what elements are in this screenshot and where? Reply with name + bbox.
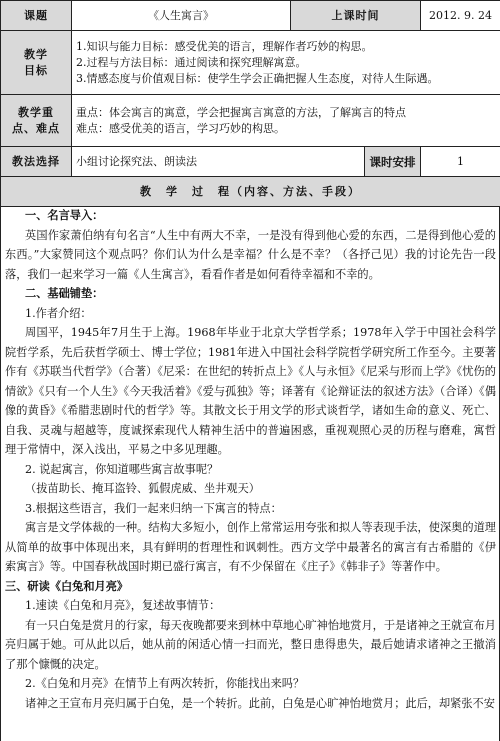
goal-values: 3.情感态度与价值观目标：使学生学会正确把握人生态度，对待人生际遇。 bbox=[76, 71, 439, 85]
paragraph: 3.根据这些语言，我们一起来归纳一下寓言的特点： bbox=[25, 501, 282, 515]
focus-cell bbox=[72, 95, 500, 147]
paragraph: 英国作家萧伯纳有句名言“人生中有两大不幸，一是没有得到他心爱的东西，二是得到他心爱的东西。”大家赞同这个观点吗？你们认为什么是幸福？什么是不幸？（各抒己见）我的讨论先告一段落，我们一起来学习一篇《人生寓言》，看看作者是如何看待幸福和不幸的。 bbox=[5, 228, 496, 281]
focus-label: 教学重 点、难点 bbox=[1, 95, 72, 147]
topic-value: 《人生寓言》 bbox=[72, 1, 291, 31]
goal-knowledge: 1.知识与能力目标：感受优美的语言，理解作者巧妙的构思。 bbox=[76, 39, 373, 53]
section-heading: 三、研读《白兔和月亮》 bbox=[5, 579, 129, 593]
lesson-info-table bbox=[0, 0, 500, 207]
goals-label: 教学 目标 bbox=[1, 31, 72, 95]
hours-value: 1 bbox=[421, 147, 500, 177]
key-point: 重点：体会寓言的寓意，学会把握寓言寓意的方法，了解寓言的特点 bbox=[76, 105, 406, 119]
paragraph: 周国平，1945年7月生于上海。1968年毕业于北京大学哲学系；1978年入学于中国社会科学院哲学系，先后获哲学硕士、博士学位；1981年进入中国社会科学院哲学研究所工作至今。主要著作有《苏联当代哲学》（合著）《尼采：在世纪的转折点上》《人与永恒》《尼采与形而上学》《忧伤的情欲》《只有一个人生》《今天我活着》《爱与孤独》等；译著有《论辩证法的叙述方法》（合译）《偶像的黄昏》《希腊悲剧时代的哲学》等。其散文长于用文学的形式谈哲学，诸如生命的意义、死亡、自我、灵魂与超越等，度诚探索现代人精神生活中的普遍困惑，重视观照心灵的历程与磨难，寓哲理于常情中，深入浅出，平易之中多见理趣。 bbox=[5, 326, 496, 456]
class-time-value: 2012. 9. 24 bbox=[421, 1, 500, 31]
goals-cell bbox=[72, 31, 500, 95]
paragraph: 2. 说起寓言，你知道哪些寓言故事呢？ bbox=[25, 462, 219, 476]
paragraph: 寓言是文学体裁的一种。结构大多短小，创作上常常运用夸张和拟人等表现手法，使深奥的道理从简单的故事中体现出来，具有鲜明的哲理性和讽刺性。西方文学中最著名的寓言有古希腊的《伊索寓言》等。中国春秋战国时期已盛行寓言，有不少保留在《庄子》《韩非子》等著作中。 bbox=[5, 521, 496, 573]
paragraph: 1.速读《白兔和月亮》，复述故事情节： bbox=[25, 599, 221, 612]
process-title: 教 学 过 程（内容、方法、手段） bbox=[1, 177, 500, 207]
goal-process: 2.过程与方法目标：通过阅读和探究理解寓意。 bbox=[76, 55, 307, 69]
section-heading: 二、基础铺垫： bbox=[25, 287, 104, 300]
paragraph: （拔苗助长、掩耳盗铃、狐假虎威、坐井观天） bbox=[25, 482, 260, 495]
hours-label: 课时安排 bbox=[365, 147, 421, 177]
paragraph: 1.作者介绍： bbox=[25, 306, 92, 320]
section-heading: 一、名言导入： bbox=[25, 209, 104, 222]
paragraph: 诸神之王宣布月亮归属于白兔，是一个转折。此前，白兔是心旷神怡地赏月；此后，却紧张不安 bbox=[25, 696, 495, 710]
class-time-label: 上课时间 bbox=[291, 1, 421, 31]
topic-label: 课题 bbox=[1, 1, 72, 31]
method-value: 小组讨论探究法、朗读法 bbox=[72, 147, 365, 177]
paragraph: 有一只白兔是赏月的行家，每天夜晚都要来到林中草地心旷神怡地赏月，于是诸神之王就宣布月亮归属于她。可从此以后，她从前的闲适心情一扫而光，整日患得患失，最后她请求诸神之王撤消了那个慷慨的决定。 bbox=[5, 618, 496, 671]
paragraph: 2.《白兔和月亮》在情节上有两次转折，你能找出来吗？ bbox=[25, 677, 305, 690]
method-label: 教法选择 bbox=[1, 147, 72, 177]
process-content bbox=[0, 206, 500, 741]
difficult-point: 难点：感受优美的语言，学习巧妙的构思。 bbox=[76, 121, 285, 135]
